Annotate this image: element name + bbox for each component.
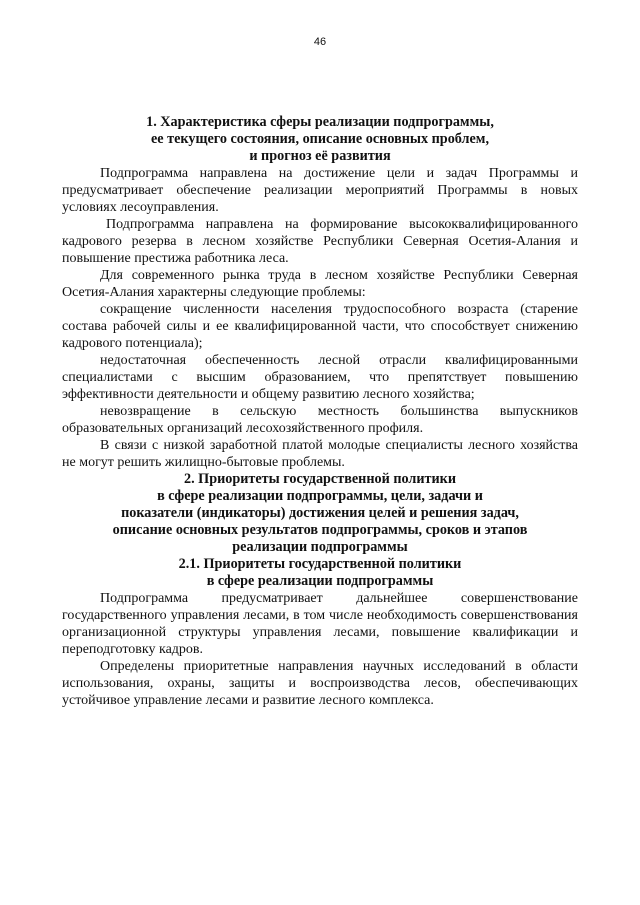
document-body (62, 114, 578, 709)
heading-line: 1. Характеристика сферы реализации подпрограммы, (146, 114, 494, 130)
section-2-1-heading (62, 556, 578, 590)
heading-line: в сфере реализации подпрограммы, цели, задачи и (157, 488, 483, 504)
page-number: 46 (313, 36, 327, 48)
heading-line: 2. Приоритеты государственной политики (183, 471, 457, 487)
heading-line: ее текущего состояния, описание основных проблем, (151, 131, 489, 147)
heading-line: и прогноз её развития (249, 148, 391, 164)
heading-line: описание основных результатов подпрограммы, сроков и этапов (112, 522, 528, 538)
section-1-heading (62, 114, 578, 165)
paragraph: В связи с низкой заработной платой молодые специалисты лесного хозяйства не могут решить жилищно-бытовые проблемы. (62, 438, 578, 470)
heading-line: показатели (индикаторы) достижения целей и решения задач, (121, 505, 519, 521)
heading-line: реализации подпрограммы (232, 539, 408, 555)
problem-list-item: недостаточная обеспеченность лесной отрасли квалифицированными специалистами с высшим образованием, что препятствует повышению эффективности деятельности и общему развитию лесного хозяйства; (62, 353, 578, 402)
heading-line: 2.1. Приоритеты государственной политики (178, 556, 462, 572)
paragraph: Подпрограмма предусматривает дальнейшее совершенствование государственного управления лесами, в том числе необходимость совершенствования организационной структуры управления лесами, повышение квалификации и переподготовку кадров. (62, 591, 578, 657)
paragraph: Определены приоритетные направления научных исследований в области использования, охраны, защиты и воспроизводства лесов, обеспечивающих устойчивое управление лесами и развитие лесного комплекса. (62, 659, 578, 708)
paragraph: Подпрограмма направлена на достижение цели и задач Программы и предусматривает обеспечение реализации мероприятий Программы в новых условиях лесоуправления. (62, 166, 578, 215)
problem-list-item: невозвращение в сельскую местность большинства выпускников образовательных организаций лесохозяйственного профиля. (62, 404, 578, 436)
heading-line: в сфере реализации подпрограммы (206, 573, 434, 589)
paragraph: Для современного рынка труда в лесном хозяйстве Республики Северная Осетия-Алания характерны следующие проблемы: (62, 268, 578, 300)
section-2-heading (62, 471, 578, 556)
problem-list-item: сокращение численности населения трудоспособного возраста (старение состава рабочей силы и ее квалифицированной части, что способствует снижению кадрового потенциала); (62, 302, 578, 351)
paragraph: Подпрограмма направлена на формирование высококвалифицированного кадрового резерва в лесном хозяйстве Республики Северная Осетия-Алания и повышение престижа работника леса. (62, 217, 578, 266)
